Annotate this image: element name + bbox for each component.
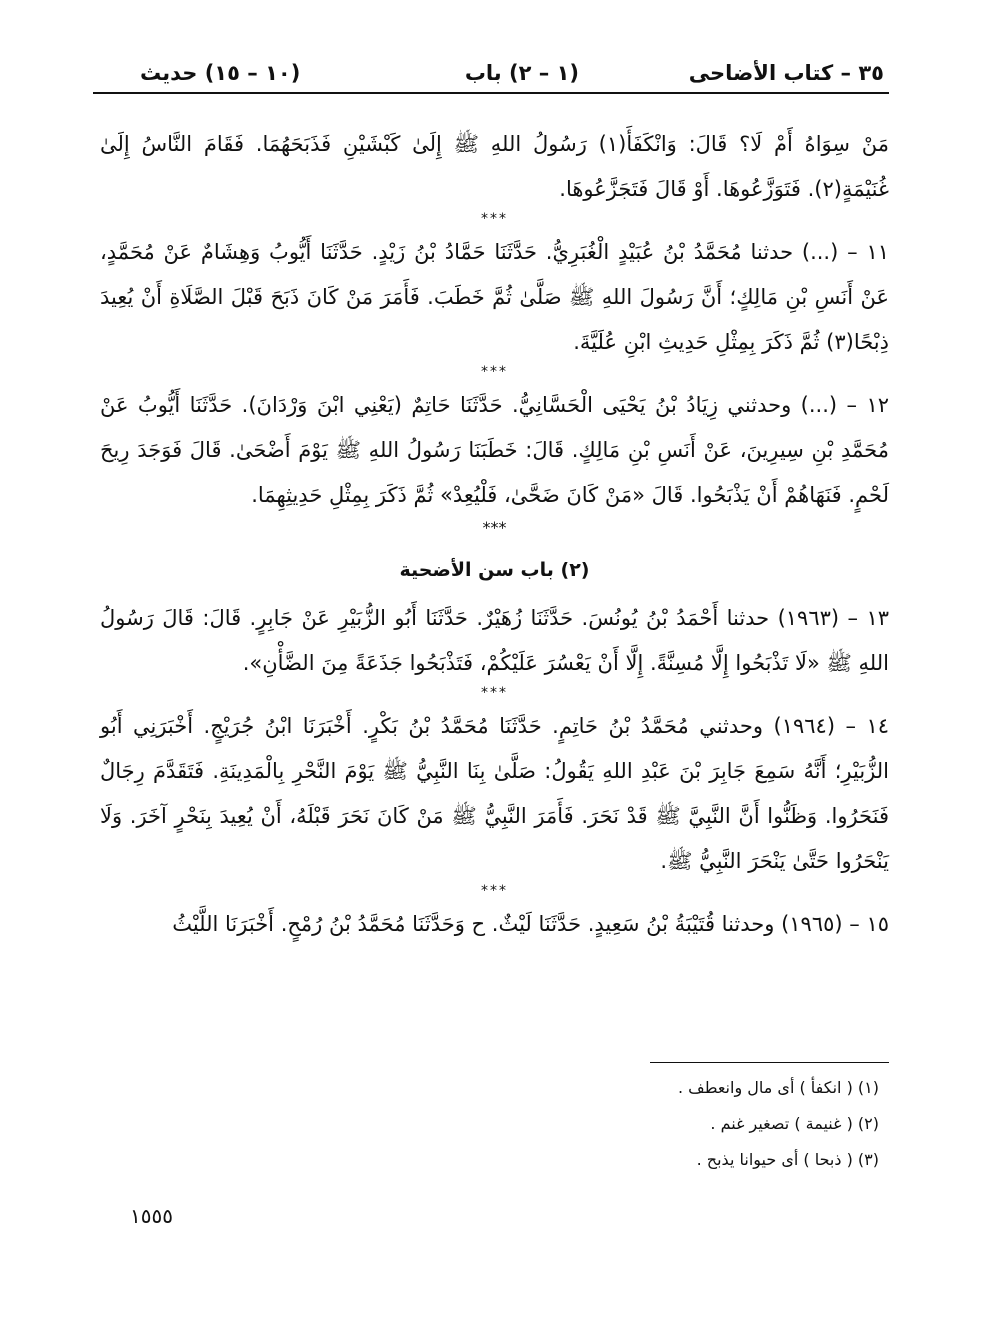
footnote-3: (٣) ( ذبحا ) أى حيوانا يذبح . [696, 1150, 879, 1169]
hadith-15: ١٥ – (١٩٦٥) وحدثنا قُتَيْبَةُ بْنُ سَعِيدٍ. حَدَّثَنَا لَيْثٌ. ح وَحَدَّثَنَا مُحَمَّدُ بْنُ رُمْحٍ. أَخْبَرَنَا اللَّيْثُ [172, 912, 889, 936]
hadith-11: ١١ – (...) حدثنا مُحَمَّدُ بْنُ عُبَيْدٍ الْغُبَرِيُّ. حَدَّثَنَا حَمَّادُ بْنُ زَيْدٍ. حَدَّثَنَا أَيُّوبُ وَهِشَامٌ عَنْ مُحَمَّدٍ، عَنْ أَنَسِ بْنِ مَالِكٍ؛ أَنَّ رَسُولَ اللهِ ﷺ صَلَّىٰ ثُمَّ خَطَبَ. فَأَمَرَ مَنْ كَانَ ذَبَحَ قَبْلَ الصَّلَاةِ أَنْ يُعِيدَ ذِبْحًا(٣) ثُمَّ ذَكَرَ بِمِثْلِ حَدِيثِ ابْنِ عُلَيَّةَ. [100, 240, 889, 354]
hadith-14: ١٤ – (١٩٦٤) وحدثني مُحَمَّدُ بْنُ حَاتِمٍ. حَدَّثَنَا مُحَمَّدُ بْنُ بَكْرٍ. أَخْبَرَنَا ابْنُ جُرَيْجٍ. أَخْبَرَنِي أَبُو الزُّبَيْرِ؛ أَنَّهُ سَمِعَ جَابِرَ بْنَ عَبْدِ اللهِ يَقُولُ: صَلَّىٰ بِنَا النَّبِيُّ ﷺ يَوْمَ النَّحْرِ بِالْمَدِينَةِ. فَتَقَدَّمَ رِجَالٌ فَنَحَرُوا. وَظَنُّوا أَنَّ النَّبِيَّ ﷺ قَدْ نَحَرَ. فَأَمَرَ النَّبِيُّ ﷺ مَنْ كَانَ نَحَرَ قَبْلَهُ، أَنْ يُعِيدَ بِنَحْرٍ آخَرَ. وَلَا يَنْحَرُوا حَتَّىٰ يَنْحَرَ النَّبِيُّ ﷺ. [100, 714, 889, 873]
page-number: ١٥٥٥ [130, 1204, 173, 1228]
hadith-12: ١٢ – (...) وحدثني زِيَادُ بْنُ يَحْيَى الْحَسَّانِيُّ. حَدَّثَنَا حَاتِمٌ (يَعْنِي ابْنَ وَرْدَانَ). حَدَّثَنَا أَيُّوبُ عَنْ مُحَمَّدِ بْنِ سِيرِينَ، عَنْ أَنَسِ بْنِ مَالِكٍ. قَالَ: خَطَبَنَا رَسُولُ اللهِ ﷺ يَوْمَ أَضْحَىٰ. قَالَ فَوَجَدَ رِيحَ لَحْمٍ. فَنَهَاهُمْ أَنْ يَذْبَحُوا. قَالَ «مَنْ كَانَ ضَحَّىٰ، فَلْيُعِدْ» ثُمَّ ذَكَرَ بِمِثْلِ حَدِيثِهِمَا. [100, 393, 889, 507]
footnote-divider [650, 1062, 889, 1063]
footnotes [479, 1070, 879, 1178]
paragraph-continuation: مَنْ سِوَاهُ أَمْ لَا؟ قَالَ: وَانْكَفَأَ(١) رَسُولُ اللهِ ﷺ إِلَىٰ كَبْشَيْنِ فَذَبَحَهُمَا. فَقَامَ النَّاسُ إِلَىٰ غُنَيْمَةٍ(٢). فَتَوَزَّعُوهَا. أَوْ قَالَ فَتَجَزَّعُوهَا. [100, 132, 889, 201]
main-text [100, 122, 889, 947]
separator-stars: *** [481, 364, 508, 380]
separator-stars: *** [481, 211, 508, 227]
header-chapter-title: ٣٥ – كتاب الأضاحى [688, 61, 884, 85]
header-bab-range: (١ – ٢) باب [464, 61, 579, 85]
chapter-heading: (٢) باب سن الأضحية [399, 559, 590, 581]
header-hadith-range: (١٠ – ١٥) حديث [140, 61, 301, 85]
header-divider [93, 92, 889, 94]
footnote-1: (١) ( انكفأ ) أى مال وانعطف . [677, 1078, 879, 1097]
running-header [95, 55, 884, 91]
chapter-separator-stars: *** [482, 518, 507, 537]
separator-stars: *** [481, 883, 508, 899]
footnote-2: (٢) ( غنيمة ) تصغير غنم . [710, 1114, 879, 1133]
hadith-13: ١٣ – (١٩٦٣) حدثنا أَحْمَدُ بْنُ يُونُسَ. حَدَّثَنَا زُهَيْرٌ. حَدَّثَنَا أَبُو الزُّبَيْرِ عَنْ جَابِرٍ. قَالَ: قَالَ رَسُولُ اللهِ ﷺ «لَا تَذْبَحُوا إِلَّا مُسِنَّةً. إِلَّا أَنْ يَعْسُرَ عَلَيْكُمْ، فَتَذْبَحُوا جَذَعَةً مِنَ الضَّأْنِ». [100, 606, 889, 675]
separator-stars: *** [481, 685, 508, 701]
